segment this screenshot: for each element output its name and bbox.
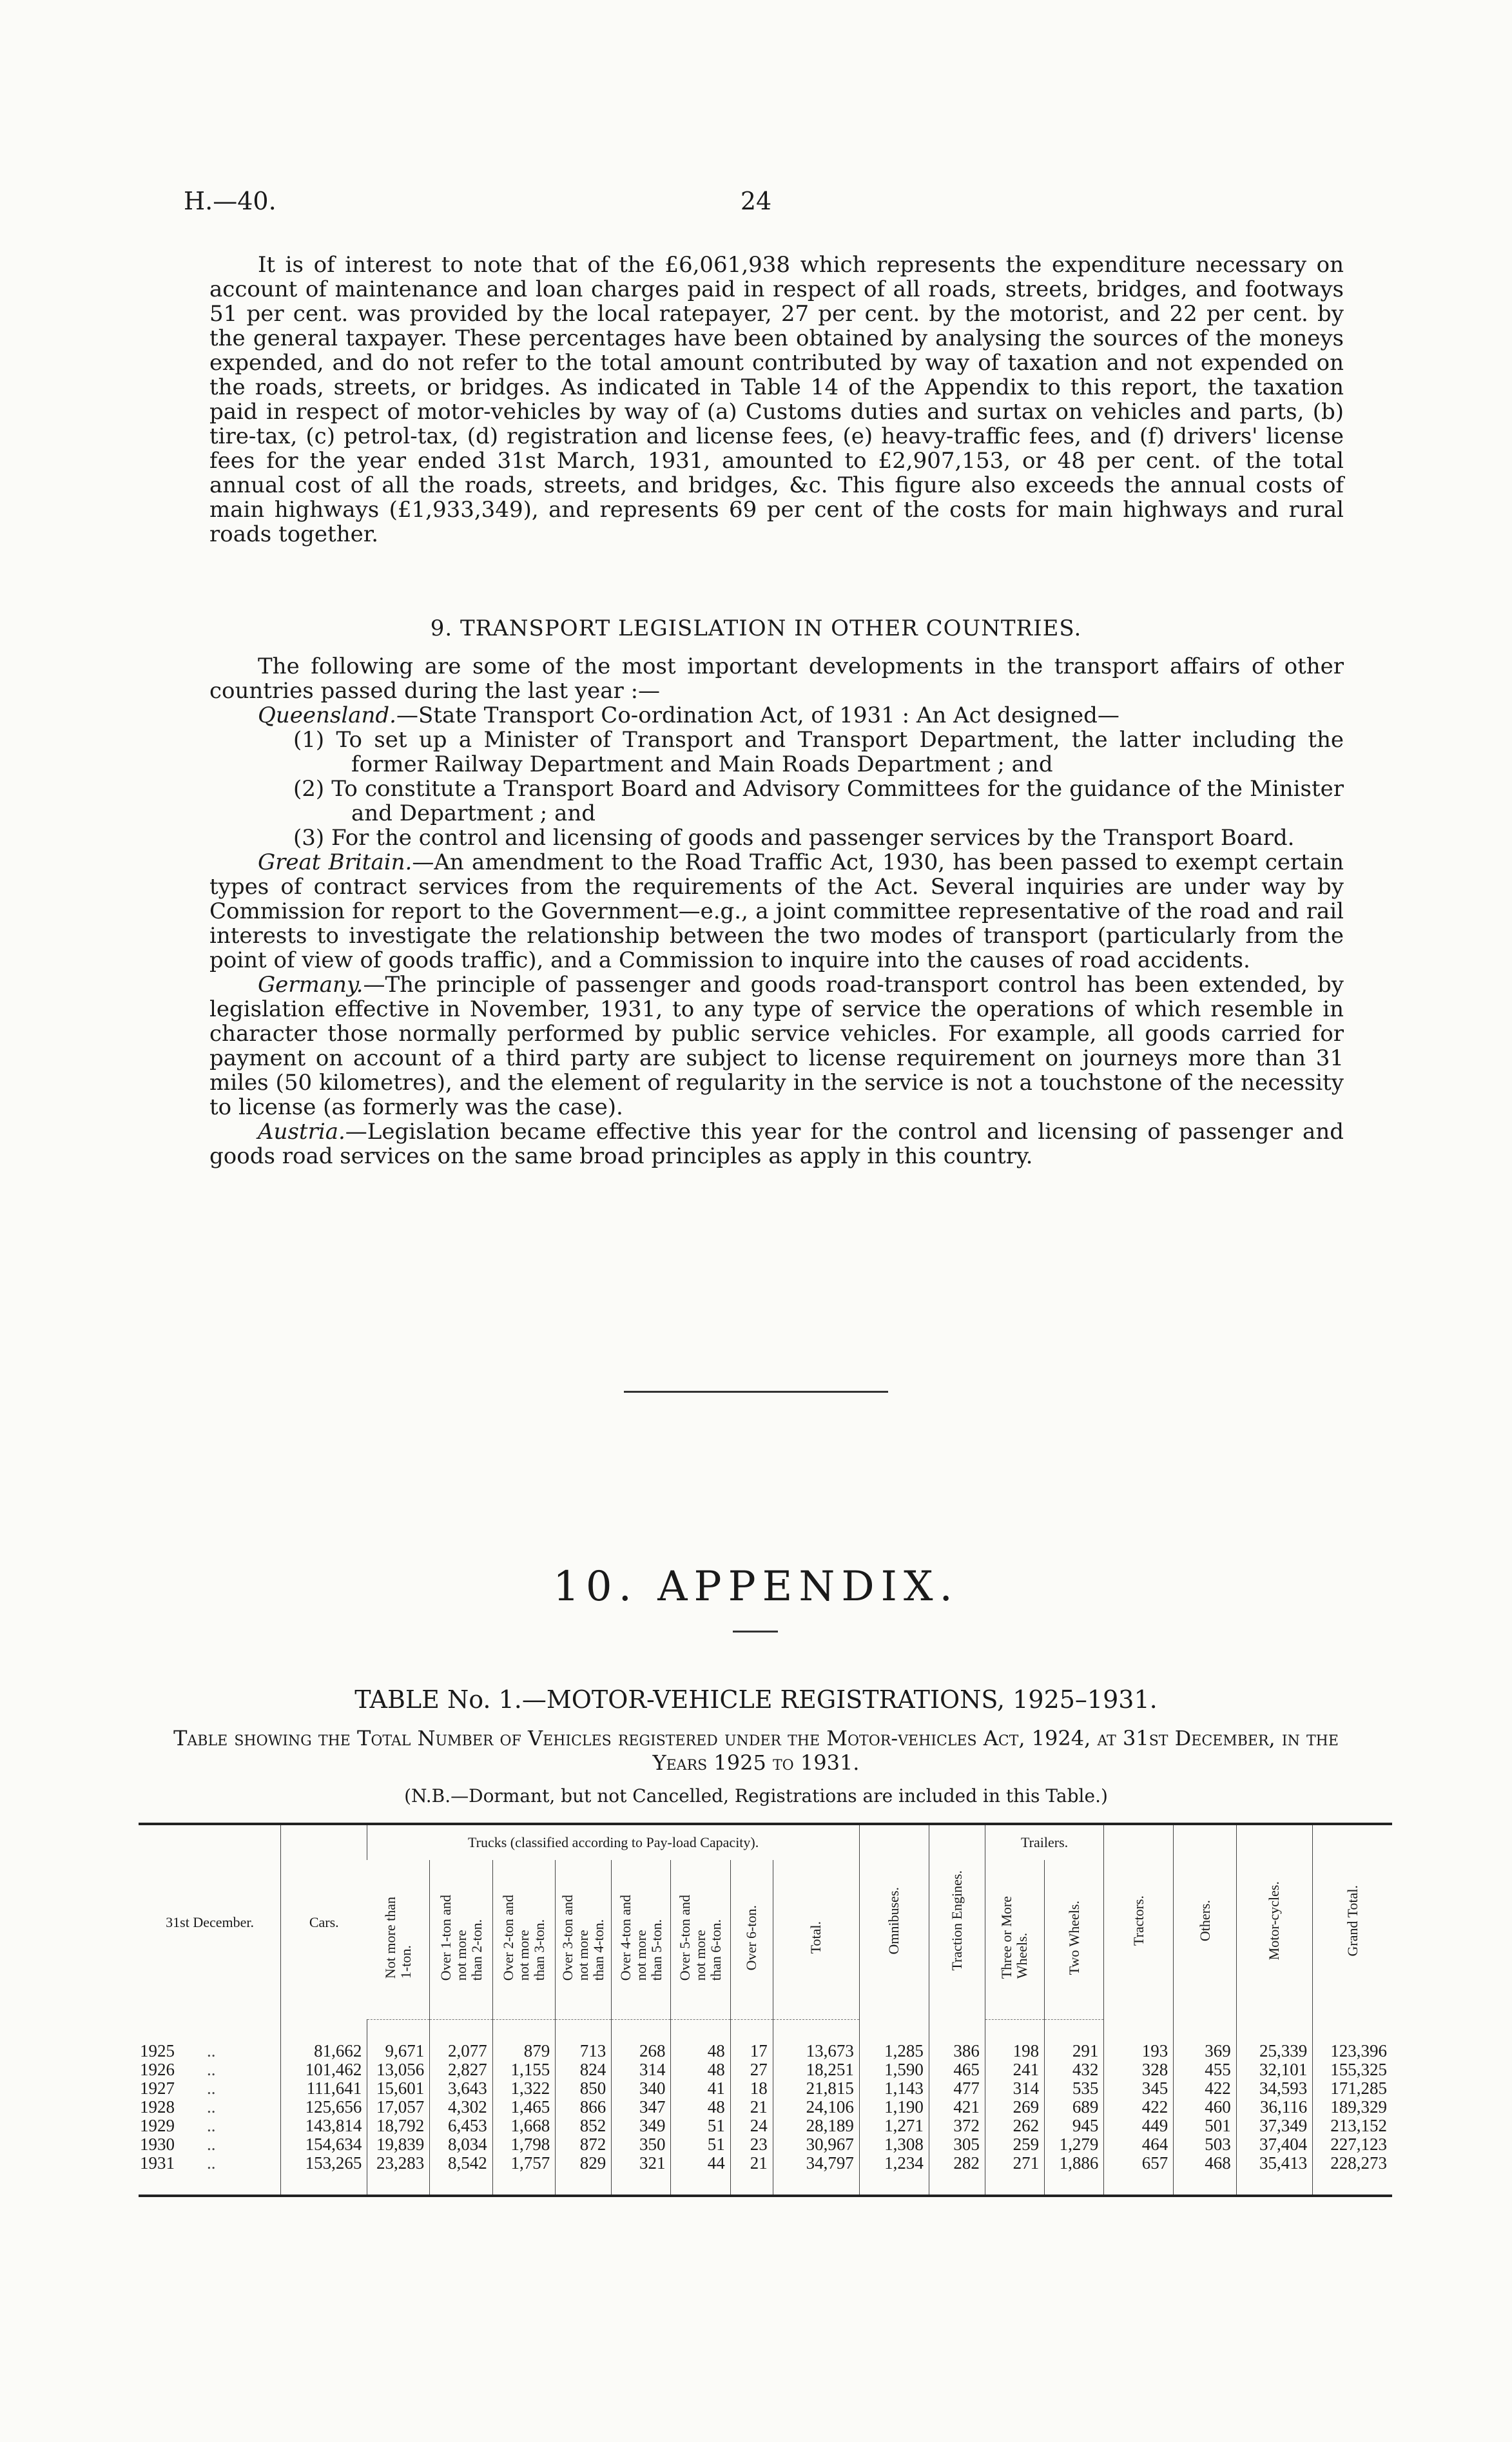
header-omnibuses: Omnibuses. [886, 1886, 902, 1954]
page-header [184, 187, 1328, 226]
country-great-britain: Great Britain. [258, 849, 412, 875]
table-cell: 872 [556, 2135, 612, 2154]
header-truck-col-4 [556, 1860, 612, 2020]
table-cell: 24 [730, 2117, 773, 2135]
header-truck-col-7 [730, 1860, 773, 2020]
header-motorcycles-cell [1236, 1824, 1312, 2020]
table-cell: 282 [929, 2154, 985, 2196]
row-year-cell [139, 2117, 281, 2135]
table-cell: 349 [612, 2117, 671, 2135]
table-cell: 4,302 [430, 2098, 492, 2117]
row-leader-dots: .. [207, 2060, 216, 2079]
table-cell: 455 [1174, 2060, 1236, 2079]
table-cell: 340 [612, 2079, 671, 2098]
table-cell: 269 [985, 2098, 1044, 2117]
table-cell: 1,322 [492, 2079, 555, 2098]
table-cell: 189,329 [1313, 2098, 1392, 2117]
table-cell: 468 [1174, 2154, 1236, 2196]
row-leader-dots: .. [207, 2097, 216, 2117]
header-trailer-label: Two Wheels. [1065, 1900, 1082, 1975]
table-cell: 27 [730, 2060, 773, 2079]
queensland-paragraph [209, 703, 1344, 728]
table-cell: 314 [985, 2079, 1044, 2098]
header-truck-col-1 [367, 1860, 430, 2020]
austria-paragraph [209, 1119, 1344, 1168]
queensland-item-1: (1) To set up a Minister of Transport and Transport Department, the latter including the former Railway Department and Main Roads Department ; and [293, 727, 1344, 777]
header-others: Others. [1196, 1899, 1213, 1941]
row-year-cell [139, 2079, 281, 2098]
row-year: 1929 [140, 2116, 175, 2135]
row-year-cell [139, 2098, 281, 2117]
table-row [139, 2079, 1392, 2098]
table-cell: 123,396 [1313, 2020, 1392, 2061]
table-row [139, 2135, 1392, 2154]
table-cell: 9,671 [367, 2020, 430, 2061]
row-leader-dots: .. [207, 2135, 216, 2154]
table-cell: 30,967 [773, 2135, 859, 2154]
header-year: 31st December. [139, 1824, 281, 2020]
queensland-item-2: (2) To constitute a Transport Board and Advisory Committees for the guidance of the Minister and Department ; and [293, 776, 1344, 826]
header-trailer-label: Three or More Wheels. [998, 1896, 1031, 1979]
registrations-table [139, 1823, 1392, 2197]
table-cell: 372 [929, 2117, 985, 2135]
table-cell: 3,643 [430, 2079, 492, 2098]
table-cell: 18,251 [773, 2060, 859, 2079]
table-cell: 866 [556, 2098, 612, 2117]
table-cell: 154,634 [281, 2135, 367, 2154]
table-cell: 262 [985, 2117, 1044, 2135]
table-cell: 101,462 [281, 2060, 367, 2079]
table-cell: 48 [671, 2020, 730, 2061]
queensland-item-3: (3) For the control and licensing of goods and passenger services by the Transport Board. [293, 825, 1295, 851]
table-cell: 535 [1045, 2079, 1104, 2098]
header-tractors-cell [1104, 1824, 1174, 2020]
table-cell: 350 [612, 2135, 671, 2154]
appendix-title-rule [733, 1631, 778, 1633]
table-cell: 1,234 [859, 2154, 929, 2196]
table-cell: 21 [730, 2098, 773, 2117]
row-year: 1925 [140, 2040, 175, 2060]
table-cell: 328 [1104, 2060, 1174, 2079]
table-cell: 1,465 [492, 2098, 555, 2117]
table-cell: 1,285 [859, 2020, 929, 2061]
table-cell: 305 [929, 2135, 985, 2154]
table-cell: 1,757 [492, 2154, 555, 2196]
header-truck-label: Over 2-ton and not more than 3-ton. [499, 1894, 547, 1981]
row-leader-dots: .. [207, 2079, 216, 2098]
table-cell: 13,056 [367, 2060, 430, 2079]
table-cell: 713 [556, 2020, 612, 2061]
header-trucks-group: Trucks (classified according to Pay-load Capacity). [367, 1824, 860, 1860]
table-cell: 228,273 [1313, 2154, 1392, 2196]
table-title: TABLE No. 1.—MOTOR-VEHICLE REGISTRATIONS, 1925–1931. [354, 1685, 1158, 1714]
header-truck-col-8 [773, 1860, 859, 2020]
table-cell: 824 [556, 2060, 612, 2079]
header-truck-label: Not more than 1-ton. [382, 1896, 414, 1979]
header-truck-label: Over 6-ton. [743, 1904, 760, 1971]
table-cell: 1,886 [1045, 2154, 1104, 2196]
header-motor-cycles: Motor-cycles. [1266, 1881, 1283, 1960]
table-cell: 1,190 [859, 2098, 929, 2117]
table-cell: 291 [1045, 2020, 1104, 2061]
table-cell: 241 [985, 2060, 1044, 2079]
table-cell: 48 [671, 2060, 730, 2079]
table-body [139, 2020, 1392, 2196]
header-omnibuses-cell [859, 1824, 929, 2020]
table-cell: 879 [492, 2020, 555, 2061]
table-cell: 36,116 [1236, 2098, 1312, 2117]
table-cell: 111,641 [281, 2079, 367, 2098]
row-leader-dots: .. [207, 2116, 216, 2135]
table-cell: 501 [1174, 2117, 1236, 2135]
table-cell: 657 [1104, 2154, 1174, 2196]
table-cell: 18,792 [367, 2117, 430, 2135]
table-cell: 125,656 [281, 2098, 367, 2117]
country-queensland: Queensland. [258, 703, 396, 728]
row-year-cell [139, 2135, 281, 2154]
table-cell: 689 [1045, 2098, 1104, 2117]
table-cell: 51 [671, 2117, 730, 2135]
table-cell: 37,349 [1236, 2117, 1312, 2135]
table-cell: 449 [1104, 2117, 1174, 2135]
table-cell: 268 [612, 2020, 671, 2061]
row-leader-dots: .. [207, 2040, 216, 2060]
header-traction-cell [929, 1824, 985, 2020]
table-cell: 32,101 [1236, 2060, 1312, 2079]
header-truck-col-5 [612, 1860, 671, 2020]
row-year: 1927 [140, 2079, 175, 2098]
row-year-cell [139, 2154, 281, 2196]
table-cell: 6,453 [430, 2117, 492, 2135]
row-year-cell [139, 2020, 281, 2061]
table-cell: 51 [671, 2135, 730, 2154]
table-cell: 48 [671, 2098, 730, 2117]
table-cell: 1,308 [859, 2135, 929, 2154]
table-cell: 2,077 [430, 2020, 492, 2061]
section-divider [624, 1391, 888, 1393]
great-britain-paragraph [209, 850, 1344, 973]
header-truck-col-2 [430, 1860, 492, 2020]
table-cell: 15,601 [367, 2079, 430, 2098]
row-year: 1931 [140, 2153, 175, 2173]
table-cell: 460 [1174, 2098, 1236, 2117]
table-cell: 1,155 [492, 2060, 555, 2079]
table-cell: 81,662 [281, 2020, 367, 2061]
row-leader-dots: .. [207, 2153, 216, 2173]
header-truck-label: Total. [808, 1921, 824, 1954]
queensland-text: —State Transport Co-ordination Act, of 1931 : An Act designed— [396, 703, 1119, 728]
table-cell: 8,034 [430, 2135, 492, 2154]
table-cell: 17,057 [367, 2098, 430, 2117]
table-cell: 503 [1174, 2135, 1236, 2154]
table-cell: 8,542 [430, 2154, 492, 2196]
table-cell: 422 [1104, 2098, 1174, 2117]
table-cell: 386 [929, 2020, 985, 2061]
table-row [139, 2020, 1392, 2061]
table-cell: 18 [730, 2079, 773, 2098]
legislation-intro: The following are some of the most important developments in the transport affairs of other countries passed during the last year :— [209, 654, 1344, 704]
table-cell: 1,143 [859, 2079, 929, 2098]
row-year: 1928 [140, 2097, 175, 2117]
table-cell: 1,271 [859, 2117, 929, 2135]
country-austria: Austria. [258, 1119, 345, 1145]
row-year: 1926 [140, 2060, 175, 2079]
table-cell: 2,827 [430, 2060, 492, 2079]
table-cell: 193 [1104, 2020, 1174, 2061]
header-trailer-col-1 [985, 1860, 1044, 2020]
austria-text: —Legislation became effective this year for the control and licensing of passenger and goods road services on the same broad principles as apply in this country. [209, 1119, 1344, 1169]
table-row [139, 2060, 1392, 2079]
intro-paragraph: It is of interest to note that of the £6,061,938 which represents the expenditure necessary on account of maintenance and loan charges paid in respect of all roads, streets, bridges, and footways 51 per cent. was provided by the local ratepayer, 27 per cent. by the motorist, and 22 per cent. by the general taxpayer. These percentages have been obtained by analysing the sources of the moneys expended, and do not refer to the total amount contributed by way of taxation and not expended on the roads, streets, or bridges. As indicated in Table 14 of the Appendix to this report, the taxation paid in respect of motor-vehicles by way of (a) Customs duties and surtax on vehicles and parts, (b) tire-tax, (c) petrol-tax, (d) registration and license fees, (e) heavy-traffic fees, and (f) drivers' license fees for the year ended 31st March, 1931, amounted to £2,907,153, or 48 per cent. of the total annual cost of all the roads, streets, and bridges, &c. This figure also exceeds the annual costs of main highways (£1,933,349), and represents 69 per cent of the costs for main highways and rural roads together. [209, 252, 1344, 547]
header-truck-col-6 [671, 1860, 730, 2020]
table-cell: 850 [556, 2079, 612, 2098]
table-cell: 321 [612, 2154, 671, 2196]
table-cell: 35,413 [1236, 2154, 1312, 2196]
header-truck-label: Over 5-ton and not more than 6-ton. [677, 1894, 724, 1981]
germany-text: —The principle of passenger and goods road-transport control has been extended, by legislation effective in November, 1931, to any type of service the operations of which resemble in character those normally performed by public service vehicles. For example, all goods carried for payment on account of a third party are subject to license requirement on journeys more than 31 miles (50 kilometres), and the element of regularity in the service is not a touchstone of the necessity to license (as formerly was the case). [209, 972, 1344, 1120]
header-trailers-group: Trailers. [985, 1824, 1103, 1860]
table-cell: 432 [1045, 2060, 1104, 2079]
table-cell: 369 [1174, 2020, 1236, 2061]
table-cell: 44 [671, 2154, 730, 2196]
table-row [139, 2098, 1392, 2117]
table-cell: 422 [1174, 2079, 1236, 2098]
table-subtitle: Table showing the Total Number of Vehicles registered under the Motor-vehicles Act, 1924, at 31st December, in the Years 1925 to 1931. [173, 1726, 1339, 1775]
table-cell: 155,325 [1313, 2060, 1392, 2079]
header-truck-label: Over 3-ton and not more than 4-ton. [559, 1894, 607, 1981]
section-9-title: 9. TRANSPORT LEGISLATION IN OTHER COUNTRIES. [430, 615, 1082, 641]
legislation-section [209, 654, 1344, 1168]
row-year-cell [139, 2060, 281, 2079]
table-cell: 345 [1104, 2079, 1174, 2098]
table-cell: 465 [929, 2060, 985, 2079]
table-cell: 23 [730, 2135, 773, 2154]
table-cell: 13,673 [773, 2020, 859, 2061]
table-cell: 1,279 [1045, 2135, 1104, 2154]
germany-paragraph [209, 973, 1344, 1119]
row-year: 1930 [140, 2135, 175, 2154]
table-cell: 34,797 [773, 2154, 859, 2196]
table-cell: 477 [929, 2079, 985, 2098]
header-traction-engines: Traction Engines. [948, 1870, 965, 1971]
table-cell: 259 [985, 2135, 1044, 2154]
table-cell: 464 [1104, 2135, 1174, 2154]
table-cell: 28,189 [773, 2117, 859, 2135]
table-cell: 34,593 [1236, 2079, 1312, 2098]
header-grand-total: Grand Total. [1344, 1885, 1361, 1956]
great-britain-text: —An amendment to the Road Traffic Act, 1930, has been passed to exempt certain types of contract services from the requirements of the Act. Several inquiries are under way by Commission for report to the Government—e.g., a joint committee representative of the road and rail interests to investigate the relationship between the two modes of transport (particularly from the point of view of goods traffic), and a Commission to inquire into the causes of road accidents. [209, 849, 1344, 973]
table-cell: 21,815 [773, 2079, 859, 2098]
table-cell: 1,668 [492, 2117, 555, 2135]
header-trailer-col-2 [1045, 1860, 1104, 2020]
intro-paragraph-block [209, 253, 1344, 547]
table-cell: 171,285 [1313, 2079, 1392, 2098]
table-cell: 21 [730, 2154, 773, 2196]
table-cell: 347 [612, 2098, 671, 2117]
table-cell: 271 [985, 2154, 1044, 2196]
table-cell: 945 [1045, 2117, 1104, 2135]
table-cell: 421 [929, 2098, 985, 2117]
table-cell: 198 [985, 2020, 1044, 2061]
table-cell: 1,798 [492, 2135, 555, 2154]
table-cell: 41 [671, 2079, 730, 2098]
table-cell: 37,404 [1236, 2135, 1312, 2154]
table-cell: 25,339 [1236, 2020, 1312, 2061]
table-cell: 17 [730, 2020, 773, 2061]
table-cell: 314 [612, 2060, 671, 2079]
header-truck-col-3 [492, 1860, 555, 2020]
table-cell: 24,106 [773, 2098, 859, 2117]
document-reference: H.—40. [184, 187, 276, 215]
country-germany: Germany. [258, 972, 363, 998]
table-row [139, 2117, 1392, 2135]
table-cell: 1,590 [859, 2060, 929, 2079]
table-cell: 19,839 [367, 2135, 430, 2154]
header-cars: Cars. [281, 1824, 367, 2020]
page-number: 24 [740, 187, 772, 215]
table-cell: 852 [556, 2117, 612, 2135]
table-cell: 213,152 [1313, 2117, 1392, 2135]
table-cell: 23,283 [367, 2154, 430, 2196]
header-grand-total-cell [1313, 1824, 1392, 2020]
table-cell: 227,123 [1313, 2135, 1392, 2154]
header-truck-label: Over 1-ton and not more than 2-ton. [437, 1894, 485, 1981]
header-truck-label: Over 4-ton and not more than 5-ton. [617, 1894, 664, 1981]
header-others-cell [1174, 1824, 1236, 2020]
table-cell: 143,814 [281, 2117, 367, 2135]
table-cell: 153,265 [281, 2154, 367, 2196]
header-tractors: Tractors. [1130, 1895, 1147, 1946]
table-row [139, 2154, 1392, 2196]
appendix-title: 10. APPENDIX. [553, 1563, 959, 1611]
table-cell: 829 [556, 2154, 612, 2196]
table-note: (N.B.—Dormant, but not Cancelled, Registrations are included in this Table.) [404, 1785, 1108, 1807]
